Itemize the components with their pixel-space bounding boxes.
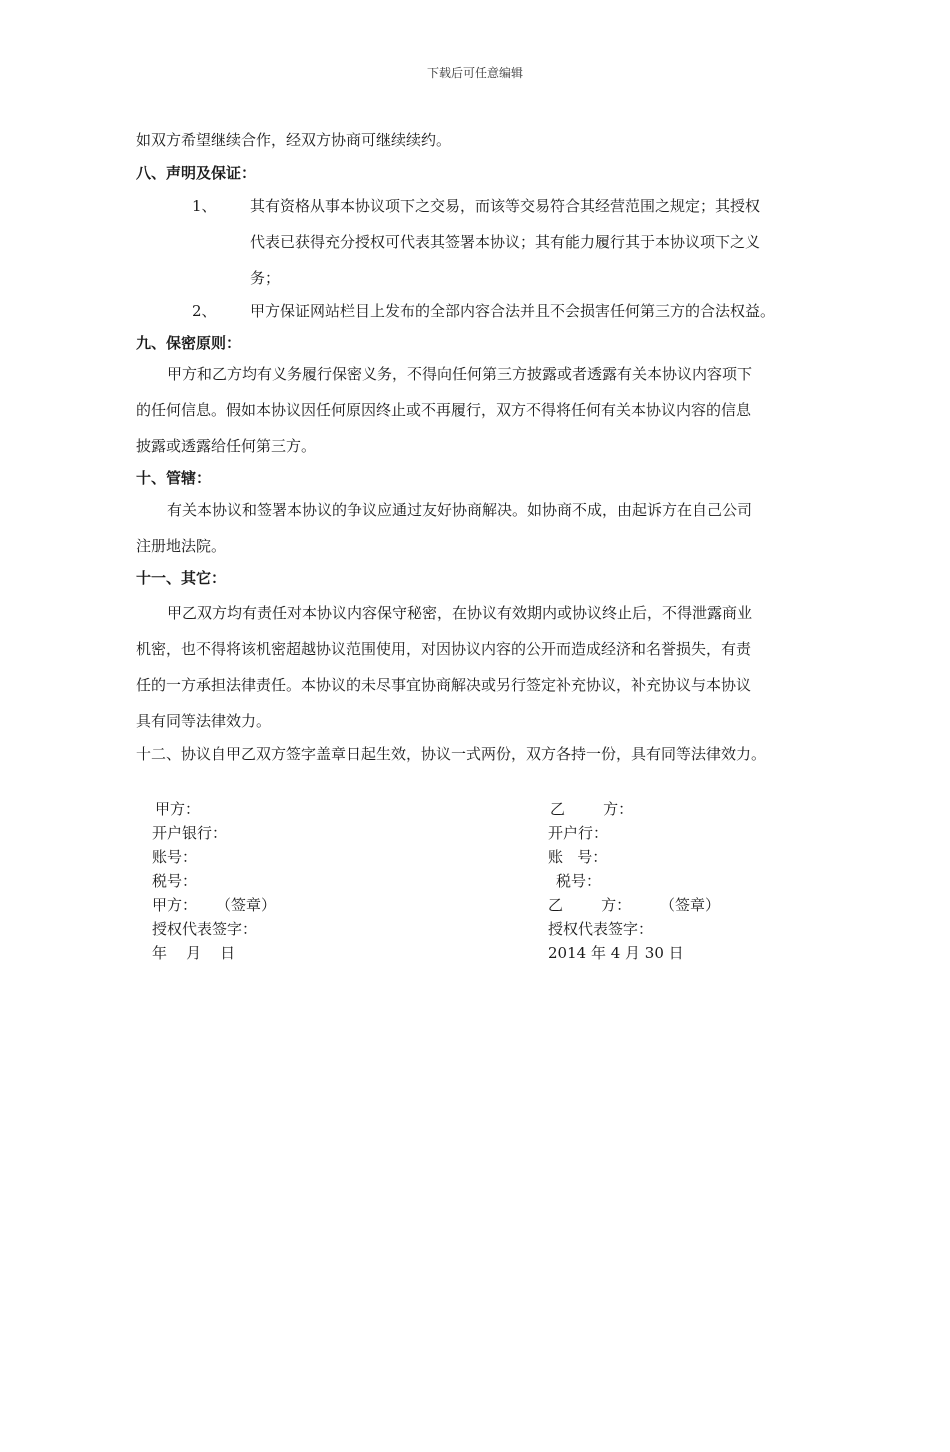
party-b-representative: 授权代表签字： [548, 920, 654, 938]
section-8-item-2-number: 2、 [192, 302, 217, 320]
page-header: 下载后可任意编辑 [426, 66, 523, 80]
party-a-representative: 授权代表签字： [152, 920, 258, 938]
section-11-heading: 十一、其它： [136, 569, 227, 587]
party-a-label: 甲方： [155, 800, 201, 818]
party-a-account: 账号： [152, 848, 198, 866]
section-8-item-1-line-2: 代表已获得充分授权可代表其签署本协议；其有能力履行其于本协议项下之义 [250, 233, 761, 251]
party-b-account: 账 号： [548, 848, 608, 866]
section-8-item-1-line-1: 其有资格从事本协议项下之交易，而该等交易符合其经营范围之规定；其授权 [250, 197, 761, 215]
section-10-heading: 十、管辖： [136, 469, 212, 487]
section-11-line-2: 机密，也不得将该机密超越协议范围使用，对因协议内容的公开而造成经济和名誉损失，有责 [136, 640, 752, 658]
party-b-seal-label: 乙 方： [548, 896, 632, 914]
section-11-line-4: 具有同等法律效力。 [136, 712, 272, 730]
party-a-date: 年 月 日 [152, 944, 236, 962]
section-9-line-1: 甲方和乙方均有义务履行保密义务，不得向任何第三方披露或者透露有关本协议内容项下 [167, 365, 753, 383]
section-8-item-2-text: 甲方保证网站栏目上发布的全部内容合法并且不会损害任何第三方的合法权益。 [250, 302, 776, 320]
intro-paragraph: 如双方希望继续合作，经双方协商可继续续约。 [136, 131, 452, 149]
section-11-line-3: 任的一方承担法律责任。本协议的未尽事宜协商解决或另行签定补充协议，补充协议与本协议 [136, 676, 752, 694]
section-8-heading: 八、声明及保证： [136, 164, 257, 182]
section-9-heading: 九、保密原则： [136, 334, 242, 352]
party-a-seal-note: （签章） [216, 896, 277, 914]
section-11-line-1: 甲乙双方均有责任对本协议内容保守秘密，在协议有效期内或协议终止后，不得泄露商业 [167, 604, 753, 622]
section-9-line-2: 的任何信息。假如本协议因任何原因终止或不再履行，双方不得将任何有关本协议内容的信息 [136, 401, 752, 419]
party-b-seal-note: （签章） [660, 896, 721, 914]
section-12-text: 十二、协议自甲乙双方签字盖章日起生效，协议一式两份，双方各持一份，具有同等法律效力。 [136, 745, 767, 763]
section-10-line-1: 有关本协议和签署本协议的争议应通过友好协商解决。如协商不成，由起诉方在自己公司 [167, 501, 753, 519]
party-a-tax: 税号： [152, 872, 198, 890]
party-b-date: 2014 年 4 月 30 日 [548, 944, 684, 962]
party-b-label: 乙 方： [550, 800, 634, 818]
section-10-line-2: 注册地法院。 [136, 537, 227, 555]
party-a-bank: 开户银行： [152, 824, 228, 842]
section-8-item-1-number: 1、 [192, 197, 217, 215]
section-9-line-3: 披露或透露给任何第三方。 [136, 437, 317, 455]
party-b-tax: 税号： [556, 872, 602, 890]
party-b-bank: 开户行： [548, 824, 609, 842]
party-a-seal-label: 甲方： [152, 896, 198, 914]
section-8-item-1-line-3: 务； [250, 269, 281, 287]
